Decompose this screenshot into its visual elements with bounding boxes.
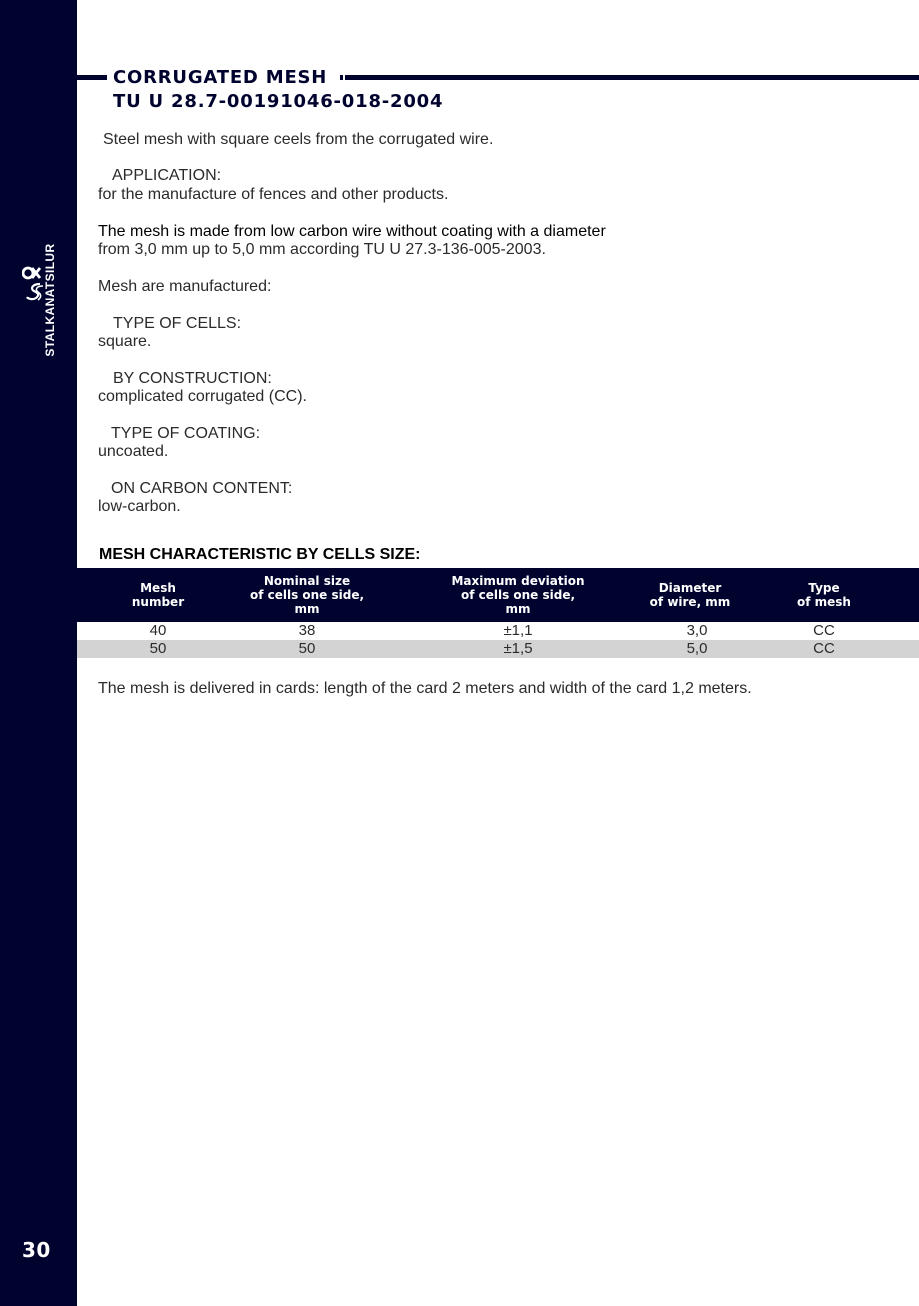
carbon-value: low-carbon. <box>98 498 181 515</box>
cell-mesh-number: 50 <box>149 640 167 657</box>
cell-max-deviation: ±1,5 <box>503 640 533 657</box>
cell-wire-diameter: 5,0 <box>686 640 708 657</box>
made-line-1: The mesh is made from low carbon wire without coating with a diameter <box>98 223 606 240</box>
mesh-characteristics-table <box>77 568 919 658</box>
table-title: MESH CHARACTERISTIC BY CELLS SIZE: <box>99 546 421 563</box>
header-mesh-number: Mesh number <box>131 581 185 609</box>
header-wire-diameter: Diameter of wire, mm <box>649 581 731 609</box>
cell-mesh-number: 40 <box>149 622 167 639</box>
heading-bar-left <box>77 75 107 80</box>
sidebar <box>0 0 77 1306</box>
cell-mesh-type: CC <box>813 640 835 657</box>
carbon-label: ON CARBON CONTENT: <box>111 480 293 497</box>
heading-bar-right <box>345 75 919 80</box>
cell-mesh-type: CC <box>813 622 835 639</box>
table-row <box>77 622 919 640</box>
cells-value: square. <box>98 333 152 350</box>
table-header <box>77 568 919 622</box>
intro-text: Steel mesh with square ceels from the corrugated wire. <box>103 131 494 148</box>
coating-label: TYPE OF COATING: <box>111 425 261 442</box>
coating-value: uncoated. <box>98 443 169 460</box>
delivery-note: The mesh is delivered in cards: length of the card 2 meters and width of the card 1,2 meters. <box>98 680 752 697</box>
page-title: CORRUGATED MESH <box>113 67 328 88</box>
heading-bar-tick <box>340 75 343 80</box>
header-max-deviation: Maximum deviation of cells one side, mm <box>451 574 585 616</box>
cell-max-deviation: ±1,1 <box>503 622 533 639</box>
page-subtitle: TU U 28.7-00191046-018-2004 <box>113 91 444 112</box>
brand-name: STALKANATSILUR <box>43 243 57 357</box>
stalkanatsilur-logo-icon <box>22 262 44 302</box>
cell-nominal-size: 38 <box>298 622 316 639</box>
cells-label: TYPE OF CELLS: <box>113 315 242 332</box>
page-number: 30 <box>22 1238 51 1262</box>
header-nominal-size: Nominal size of cells one side, mm <box>249 574 365 616</box>
application-text: for the manufacture of fences and other products. <box>98 186 449 203</box>
cell-nominal-size: 50 <box>298 640 316 657</box>
header-mesh-type: Type of mesh <box>797 581 851 609</box>
table-row <box>77 640 919 658</box>
application-label: APPLICATION: <box>112 167 222 184</box>
construction-value: complicated corrugated (CC). <box>98 388 307 405</box>
cell-wire-diameter: 3,0 <box>686 622 708 639</box>
construction-label: BY CONSTRUCTION: <box>113 370 272 387</box>
manufactured-text: Mesh are manufactured: <box>98 278 272 295</box>
made-line-2: from 3,0 mm up to 5,0 mm according TU U 27.3-136-005-2003. <box>98 241 546 258</box>
